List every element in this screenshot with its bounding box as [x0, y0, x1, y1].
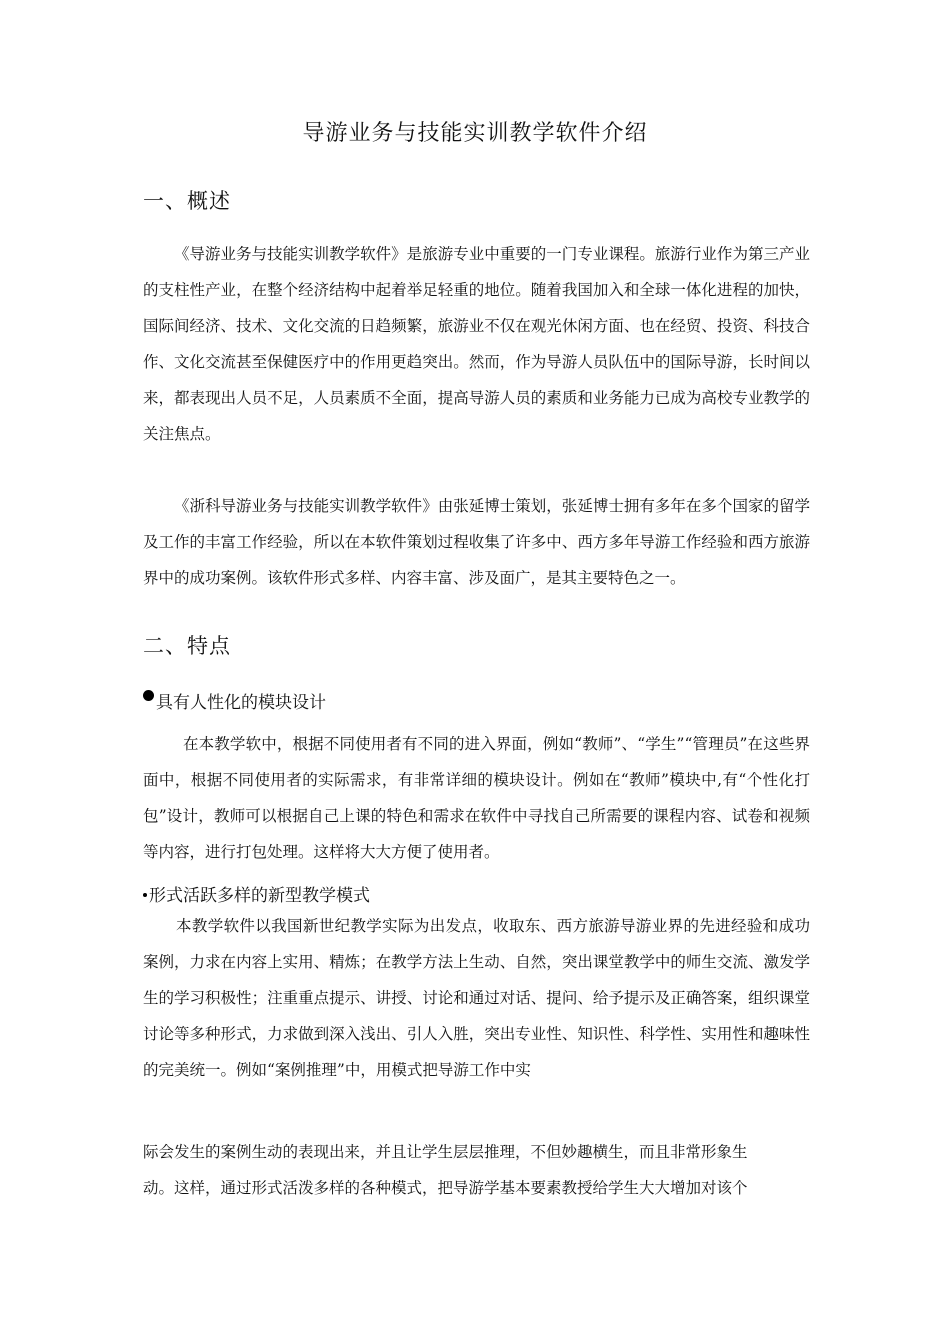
overview-paragraph-2: 《浙科导游业务与技能实训教学软件》由张延博士策划，张延博士拥有多年在多个国家的留学及工作的丰富工作经验，所以在本软件策划过程收集了许多中、西方多年导游工作经验和西方旅游界中的成功案例。该软件形式多样、内容丰富、涉及面广，是其主要特色之一。	[143, 497, 810, 587]
bullet-dot-icon	[143, 893, 147, 897]
section-heading-overview: 一、概述	[143, 189, 231, 213]
section-heading-features: 二、特点	[143, 634, 231, 658]
feature-2-paragraph: 本教学软件以我国新世纪教学实际为出发点，收取东、西方旅游导游业界的先进经验和成功案例，力求在内容上实用、精炼；在教学方法上生动、自然，突出课堂教学中的师生交流、激发学生的学习积极性；注重重点提示、讲授、讨论和通过对话、提问、给予提示及正确答案，组织课堂讨论等多种形式，力求做到深入浅出、引人入胜，突出专业性、知识性、科学性、实用性和趣味性的完美统一。例如“案例推理”中，用模式把导游工作中实	[143, 917, 810, 1079]
feature-bullet-1-title: 具有人性化的模块设计	[156, 693, 326, 713]
feature-2-continuation-line-1: 际会发生的案例生动的表现出来，并且让学生层层推理，不但妙趣横生，而且非常形象生	[143, 1143, 748, 1161]
feature-bullet-1	[143, 690, 326, 715]
bullet-dot-icon	[143, 690, 154, 701]
document-title: 导游业务与技能实训教学软件介绍	[302, 121, 648, 146]
feature-2-continuation-line-2: 动。这样，通过形式活泼多样的各种模式，把导游学基本要素教授给学生大大增加对该个	[143, 1179, 748, 1197]
overview-paragraph-1: 《导游业务与技能实训教学软件》是旅游专业中重要的一门专业课程。旅游行业作为第三产业的支柱性产业，在整个经济结构中起着举足轻重的地位。随着我国加入和全球一体化进程的加快，国际间经济、技术、文化交流的日趋频繁，旅游业不仅在观光休闲方面、也在经贸、投资、科技合作、文化交流甚至保健医疗中的作用更趋突出。然而，作为导游人员队伍中的国际导游，长时间以来，都表现出人员不足，人员素质不全面，提高导游人员的素质和业务能力已成为高校专业教学的关注焦点。	[143, 245, 810, 443]
feature-bullet-2-title: 形式活跃多样的新型教学模式	[149, 886, 370, 906]
feature-bullet-2	[143, 884, 370, 908]
feature-1-paragraph: 在本教学软中，根据不同使用者有不同的进入界面，例如“教师”、“学生”“管理员”在这些界面中，根据不同使用者的实际需求，有非常详细的模块设计。例如在“教师”模块中,有“个性化打包”设计，教师可以根据自己上课的特色和需求在软件中寻找自己所需要的课程内容、试卷和视频等内容，进行打包处理。这样将大大方便了使用者。	[143, 735, 810, 861]
